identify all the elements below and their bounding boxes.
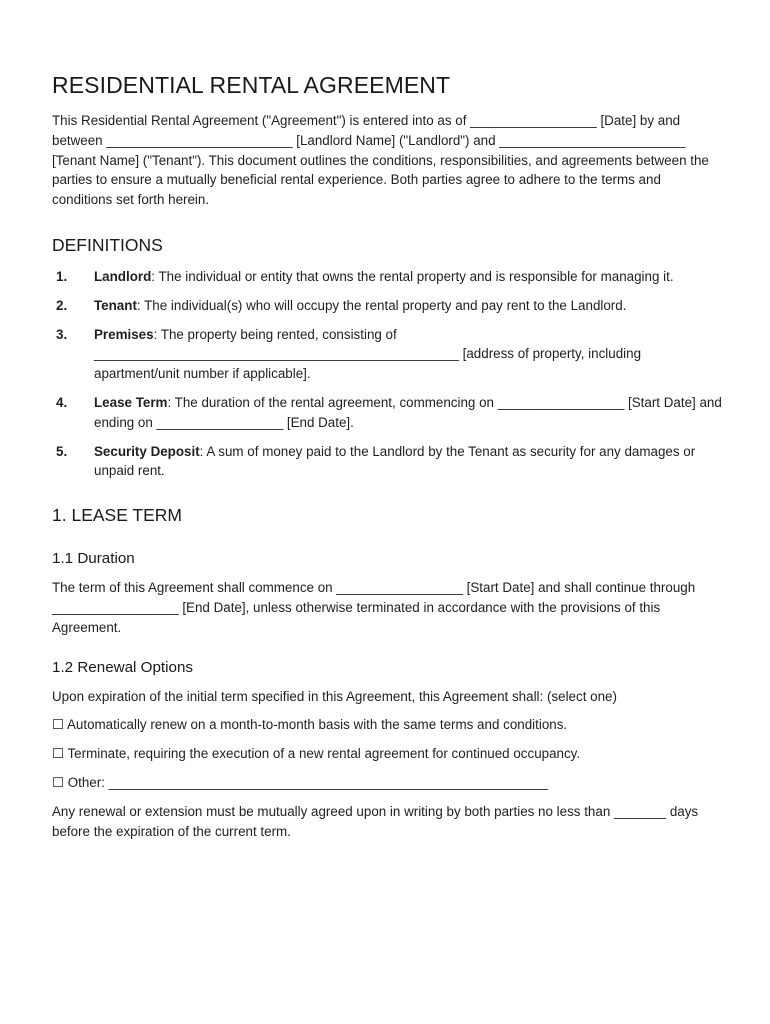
definition-body (94, 267, 724, 287)
definition-text: : A sum of money paid to the Landlord by the Tenant as security for any damages or unpaid rent. (94, 443, 696, 479)
renewal-options-heading: 1.2 Renewal Options (52, 658, 193, 676)
definition-body (94, 442, 724, 482)
renewal-intro: Upon expiration of the initial term specified in this Agreement, this Agreement shall: (select one) (52, 688, 617, 704)
lease-term-heading: 1. LEASE TERM (52, 505, 183, 526)
duration-heading: 1.1 Duration (52, 550, 135, 568)
definition-number: 5. (56, 443, 68, 459)
intro-paragraph: This Residential Rental Agreement ("Agreement") is entered into as of _________________ [Date] by and between _________________________ [Landlord Name] ("Landlord") and _________________________ [Tenant Name] ("Tenant"). This document outlines the conditions, responsibilities, and agreements between the parties to ensure a mutually beneficial rental experience. Both parties agree to adhere to the terms and conditions set forth herein. (52, 113, 709, 208)
renewal-option-auto-renew[interactable]: ☐ Automatically renew on a month-to-month basis with the same terms and conditions. (52, 717, 568, 733)
definition-term: Tenant (94, 297, 137, 313)
renewal-option-terminate[interactable]: ☐ Terminate, requiring the execution of a new rental agreement for continued occupancy. (52, 746, 581, 762)
renewal-option-other[interactable]: ☐ Other: ___________________________________________________________ (52, 774, 549, 790)
definition-term: Premises (94, 326, 154, 342)
definition-term: Landlord (94, 268, 152, 284)
definition-number: 1. (56, 268, 68, 284)
definition-body (94, 393, 724, 433)
definition-item-premises (52, 325, 724, 384)
definition-text: : The duration of the rental agreement, commencing on _________________ [Start Date] and ending on _________________ [End Date]. (94, 394, 722, 430)
definition-term: Security Deposit (94, 443, 200, 459)
definitions-heading: DEFINITIONS (52, 234, 163, 255)
document-page (52, 70, 724, 841)
definition-item-tenant (52, 296, 724, 316)
definition-text: : The individual(s) who will occupy the rental property and pay rent to the Landlord. (136, 297, 627, 313)
definition-number: 3. (56, 326, 68, 342)
definitions-list (52, 267, 724, 481)
definition-body (94, 325, 724, 384)
definition-number: 4. (56, 394, 68, 410)
duration-paragraph: The term of this Agreement shall commence on _________________ [Start Date] and shall continue through _________________ [End Date], unless otherwise terminated in accordance with the provisions of this Agreement. (52, 580, 696, 635)
definition-text: : The individual or entity that owns the rental property and is responsible for managing it. (151, 268, 674, 284)
definition-item-lease-term (52, 393, 724, 433)
definition-text: : The property being rented, consisting of _________________________________________________ [address of property, including apartment/unit number if applicable]. (94, 326, 642, 382)
definition-number: 2. (56, 297, 68, 313)
renewal-note: Any renewal or extension must be mutually agreed upon in writing by both parties no less than _______ days before the expiration of the current term. (52, 803, 699, 839)
definition-item-security-deposit (52, 442, 724, 482)
document-title: RESIDENTIAL RENTAL AGREEMENT (52, 72, 451, 98)
definition-term: Lease Term (94, 394, 168, 410)
definition-body (94, 296, 724, 316)
definition-item-landlord (52, 267, 724, 287)
